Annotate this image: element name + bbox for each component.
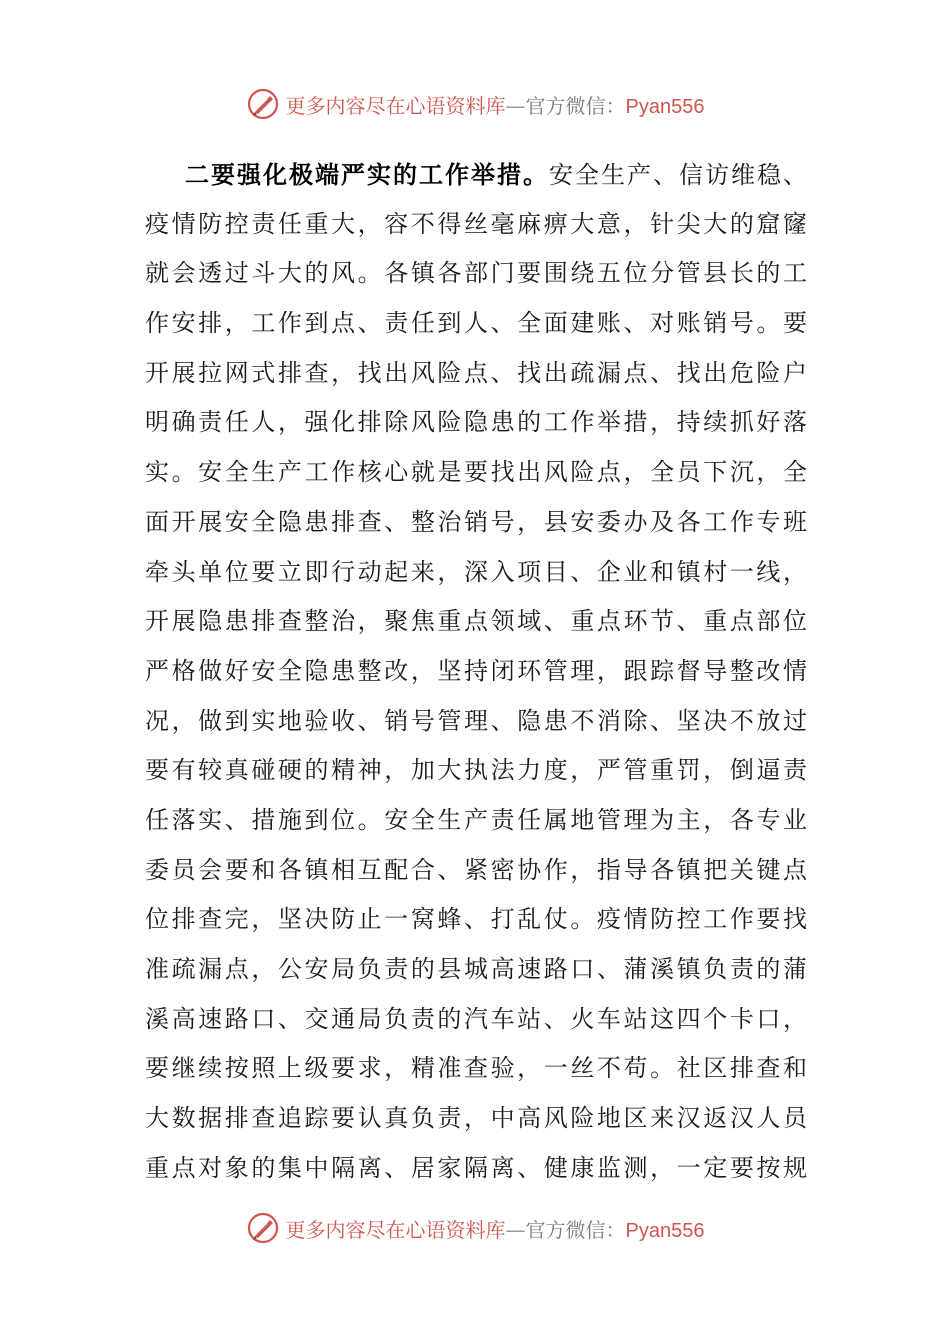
paragraph-line: 委员会要和各镇相互配合、紧密协作，指导各镇把关键点 [145,855,807,884]
quill-pen-seal-icon [246,1211,280,1245]
banner-text [286,90,705,119]
banner-wechat-label: 官方微信： [525,93,626,118]
banner-wechat-id: Pyan556 [625,95,705,118]
paragraph-line: 要有较真碰硬的精神，加大执法力度，严管重罚，倒逼责 [145,756,807,785]
banner-dash: — [505,1217,526,1242]
paragraph-line-text: 安全生产、信访维稳、 [549,161,807,189]
paragraph-line: 作安排，工作到点、责任到人、全面建账、对账销号。要 [145,309,807,338]
paragraph-line: 疫情防控责任重大，容不得丝毫麻痹大意，针尖大的窟窿 [145,209,807,238]
paragraph-line: 牵头单位要立即行动起来，深入项目、企业和镇村一线， [145,557,807,586]
banner-dash: — [505,93,526,118]
footer-watermark-banner [0,1208,950,1248]
paragraph-line: 开展隐患排查整治，聚焦重点领域、重点环节、重点部位 [145,607,807,636]
paragraph-line: 重点对象的集中隔离、居家隔离、健康监测，一定要按规 [145,1153,807,1182]
paragraph-line: 面开展安全隐患排查、整治销号，县安委办及各工作专班 [145,507,807,536]
banner-wechat-id: Pyan556 [625,1219,705,1242]
paragraph-line: 严格做好安全隐患整改，坚持闭环管理，跟踪督导整改情 [145,656,807,685]
paragraph-lead-heading: 二要强化极端严实的工作举措。 [185,160,549,189]
paragraph-line: 任落实、措施到位。安全生产责任属地管理为主，各专业 [145,805,807,834]
header-watermark-banner [0,84,950,124]
paragraph-line: 要继续按照上级要求，精准查验，一丝不苟。社区排查和 [145,1054,807,1083]
paragraph-line: 位排查完，坚决防止一窝蜂、打乱仗。疫情防控工作要找 [145,905,807,934]
paragraph-line: 准疏漏点，公安局负责的县城高速路口、蒲溪镇负责的蒲 [145,955,807,983]
banner-brand: 更多内容尽在心语资料库 [285,1217,506,1242]
paragraph-line: 大数据排查追踪要认真负责，中高风险地区来汉返汉人员 [145,1104,807,1133]
paragraph-line: 开展拉网式排查，找出风险点、找出疏漏点、找出危险户 [145,358,807,387]
paragraph-line: 就会透过斗大的风。各镇各部门要围绕五位分管县长的工 [145,259,807,288]
banner-wechat-label: 官方微信： [525,1217,626,1242]
paragraph-line: 实。安全生产工作核心就是要找出风险点，全员下沉，全 [145,458,807,487]
paragraph-line [145,150,807,200]
paragraph-line: 况，做到实地验收、销号管理、隐患不消除、坚决不放过 [145,706,807,735]
paragraph-line: 明确责任人，强化排除风险隐患的工作举措，持续抓好落 [145,408,807,437]
banner-brand: 更多内容尽在心语资料库 [285,93,506,118]
paragraph-line: 溪高速路口、交通局负责的汽车站、火车站这四个卡口， [145,1004,807,1033]
document-body [145,150,807,1193]
banner-text [286,1214,705,1243]
quill-pen-seal-icon [246,87,280,121]
